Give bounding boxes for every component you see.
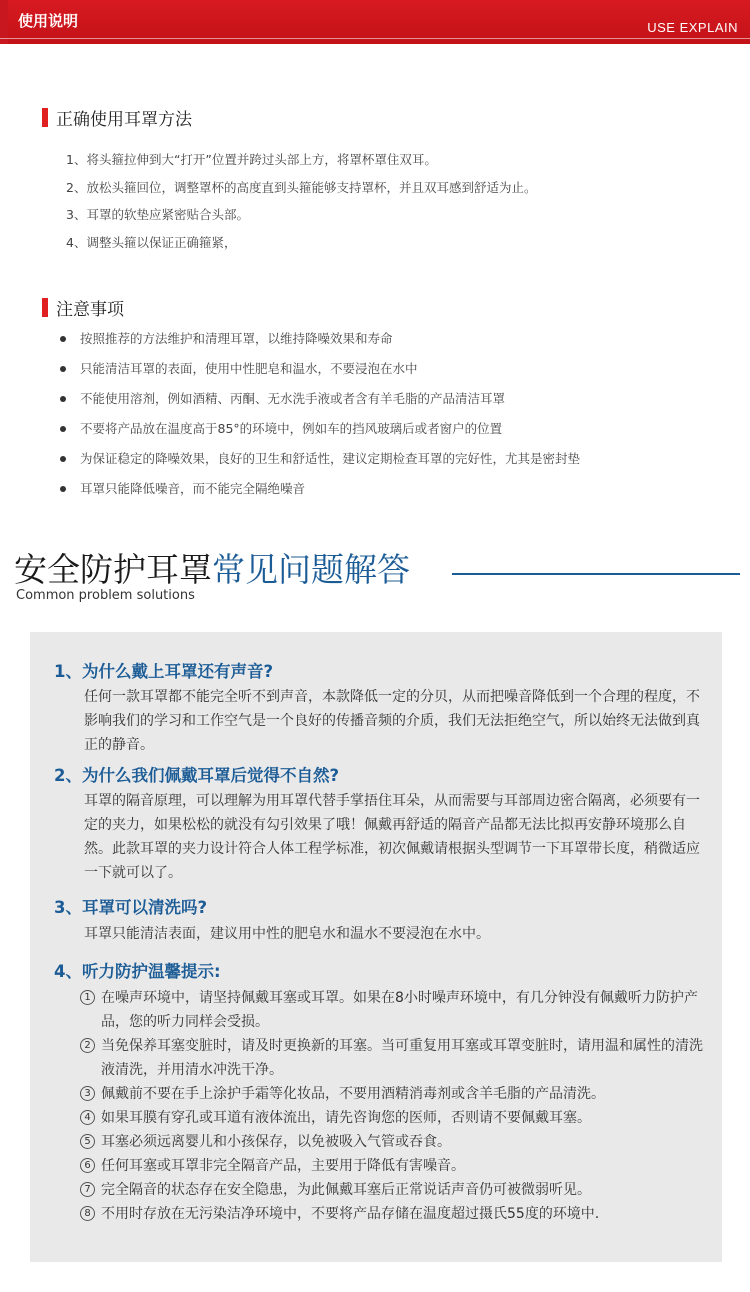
notice-item [60, 474, 580, 504]
tip-item [78, 1202, 708, 1226]
banner-subtitle: USE EXPLAIN [647, 20, 738, 35]
tip-text: 如果耳膜有穿孔或耳道有液体流出，请先咨询您的医师，否则请不要佩戴耳塞。 [101, 1110, 591, 1126]
faq-question-2: 2、为什么我们佩戴耳罩后觉得不自然? [54, 766, 340, 785]
circled-number: 5 [80, 1134, 95, 1149]
tip-text: 在噪声环境中，请坚持佩戴耳塞或耳罩。如果在8小时噪声环境中，有几分钟没有佩戴听力防护产品，您的听力同样会受损。 [101, 990, 698, 1030]
notice-item-text: 不能使用溶剂，例如酒精、丙酮、无水洗手液或者含有羊毛脂的产品清洁耳罩 [80, 391, 506, 406]
usage-step: 3、耳罩的软垫应紧密贴合头部。 [66, 207, 249, 222]
circled-number: 6 [80, 1158, 95, 1173]
notice-item [60, 354, 580, 384]
notice-heading-text: 注意事项 [56, 299, 124, 320]
banner-title: 使用说明 [18, 12, 79, 30]
banner-divider [0, 38, 750, 39]
bullet-icon [60, 366, 66, 372]
tip-text: 不用时存放在无污染洁净环境中，不要将产品存储在温度超过摄氏55度的环境中. [101, 1206, 600, 1222]
bullet-icon [60, 426, 66, 432]
tip-item [78, 1034, 708, 1082]
notice-list [60, 324, 580, 504]
tip-text: 耳塞必须远离婴儿和小孩保存，以免被吸入气管或吞食。 [101, 1134, 451, 1150]
notice-item-text: 按照推荐的方法维护和清理耳罩，以维持降噪效果和寿命 [80, 331, 393, 346]
circled-number: 2 [80, 1038, 95, 1053]
bullet-icon [60, 486, 66, 492]
circled-number: 1 [80, 990, 95, 1005]
circled-number: 8 [80, 1206, 95, 1221]
notice-item [60, 324, 580, 354]
faq-answer-2: 耳罩的隔音原理，可以理解为用耳罩代替手掌捂住耳朵，从而需要与耳部周边密合隔离，必须要有一定的夹力，如果松松的就没有勾引效果了哦！佩戴再舒适的隔音产品都无法比拟再安静环境那么自然。此款耳罩的夹力设计符合人体工程学标准，初次佩戴请根据头型调节一下耳罩带长度，稍微适应一下就可以了。 [84, 793, 700, 881]
circled-number: 4 [80, 1110, 95, 1125]
bullet-icon [60, 456, 66, 462]
usage-heading-text: 正确使用耳罩方法 [56, 109, 192, 130]
usage-step: 4、调整头箍以保证正确箍紧， [66, 234, 237, 250]
faq-answer-3: 耳罩只能清洁表面，建议用中性的肥皂水和温水不要浸泡在水中。 [84, 926, 490, 942]
notice-item-text: 不要将产品放在温度高于85°的环境中，例如车的挡风玻璃后或者窗户的位置 [80, 421, 503, 436]
tip-item [78, 1178, 708, 1202]
tip-item [78, 1106, 708, 1130]
header-banner [0, 0, 750, 44]
tip-text: 任何耳塞或耳罩非完全隔音产品，主要用于降低有害噪音。 [101, 1158, 465, 1174]
faq-title [14, 544, 410, 591]
usage-heading [42, 106, 192, 128]
hearing-tips-list [78, 986, 708, 1226]
notice-heading [42, 296, 124, 318]
faq-title-accent: 常见问题解答 [212, 550, 410, 589]
bullet-icon [60, 396, 66, 402]
tip-text: 完全隔音的状态存在安全隐患，为此佩戴耳塞后正常说话声音仍可被微弱听见。 [101, 1182, 591, 1198]
tip-item [78, 986, 708, 1034]
faq-title-rule [452, 573, 740, 575]
heading-marker [42, 298, 48, 317]
heading-marker [42, 108, 48, 127]
usage-step: 1、将头箍拉伸到大“打开”位置并跨过头部上方，将罩杯罩住双耳。 [66, 152, 437, 167]
faq-title-main: 安全防护耳罩 [14, 550, 212, 589]
tip-item [78, 1154, 708, 1178]
tip-item [78, 1082, 708, 1106]
bullet-icon [60, 336, 66, 342]
notice-item [60, 414, 580, 444]
faq-question-3: 3、耳罩可以清洗吗? [54, 898, 208, 917]
faq-question-1: 1、为什么戴上耳罩还有声音? [54, 662, 274, 681]
usage-steps-list [66, 146, 536, 256]
notice-item [60, 444, 580, 474]
circled-number: 7 [80, 1182, 95, 1197]
tip-item [78, 1130, 708, 1154]
faq-answer-1: 任何一款耳罩都不能完全听不到声音，本款降低一定的分贝，从而把噪音降低到一个合理的程度，不影响我们的学习和工作空气是一个良好的传播音频的介质，我们无法拒绝空气，所以始终无法做到真正的静音。 [84, 689, 700, 753]
notice-item-text: 耳罩只能降低噪音，而不能完全隔绝噪音 [80, 481, 306, 496]
notice-item-text: 只能清洁耳罩的表面，使用中性肥皂和温水，不要浸泡在水中 [80, 361, 418, 376]
circled-number: 3 [80, 1086, 95, 1101]
notice-item [60, 384, 580, 414]
notice-item-text: 为保证稳定的降噪效果，良好的卫生和舒适性，建议定期检查耳罩的完好性，尤其是密封垫 [80, 451, 581, 466]
usage-step: 2、放松头箍回位，调整罩杯的高度直到头箍能够支持罩杯，并且双耳感到舒适为止。 [66, 179, 537, 195]
faq-question-4: 4、听力防护温馨提示: [54, 962, 221, 981]
faq-subtitle: Common problem solutions [16, 588, 195, 603]
tip-text: 当免保养耳塞变脏时，请及时更换新的耳塞。当可重复用耳塞或耳罩变脏时，请用温和属性的清洗液清洗，并用清水冲洗干净。 [101, 1038, 703, 1078]
tip-text: 佩戴前不要在手上涂护手霜等化妆品，不要用酒精消毒剂或含羊毛脂的产品清洗。 [101, 1086, 605, 1102]
